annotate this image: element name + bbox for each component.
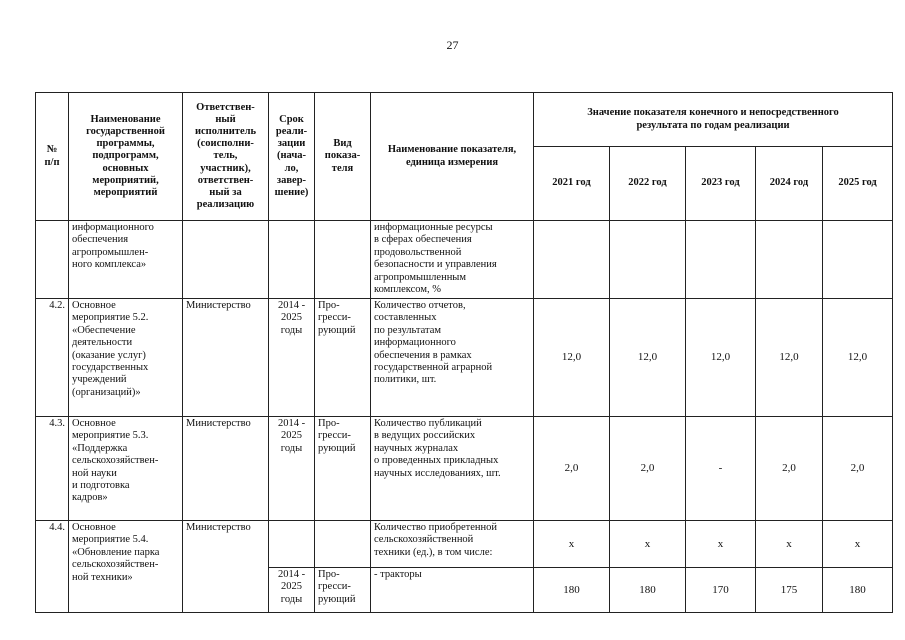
row-value [534, 221, 610, 299]
row-period: 2014 - 2025 годы [269, 568, 315, 613]
row-num: 4.2. [36, 299, 69, 417]
row-value: 12,0 [686, 299, 756, 417]
row-name: Основное мероприятие 5.3. «Поддержка сельскохозяйствен- ной науки и подготовка кадров» [69, 417, 183, 521]
header-values-group: Значение показателя конечного и непосредственного результата по годам реализации [534, 93, 893, 147]
row-value: 12,0 [823, 299, 893, 417]
header-name: Наименование государственной программы, подпрограмм, основных мероприятий, мероприятий [69, 93, 183, 221]
row-indicator: Количество отчетов, составленных по результатам информационного обеспечения в рамках государственной аграрной политики, шт. [371, 299, 534, 417]
row-indicator: информационные ресурсы в сферах обеспечения продовольственной безопасности и управления агропромышленным комплексом, % [371, 221, 534, 299]
header-num: № п/п [36, 93, 69, 221]
header-indicator: Наименование показателя, единица измерения [371, 93, 534, 221]
row-value: 180 [610, 568, 686, 613]
header-executor: Ответствен- ный исполнитель (соисполни- тель, участник), ответствен- ный за реализацию [183, 93, 269, 221]
header-period: Срок реали- зации (нача- ло, завер- шение) [269, 93, 315, 221]
row-value: - [686, 417, 756, 521]
row-period: 2014 - 2025 годы [269, 417, 315, 521]
page-number: 27 [446, 38, 459, 52]
row-value: 12,0 [534, 299, 610, 417]
row-type: Про- гресси- рующий [315, 417, 371, 521]
row-indicator: - тракторы [371, 568, 534, 613]
row-executor: Министерство [183, 521, 269, 613]
header-year: 2023 год [686, 147, 756, 221]
row-num [36, 221, 69, 299]
row-value [686, 221, 756, 299]
row-executor: Министерство [183, 299, 269, 417]
row-name: Основное мероприятие 5.2. «Обеспечение деятельности (оказание услуг) государственных учреждений (организаций)» [69, 299, 183, 417]
row-type [315, 521, 371, 568]
row-value: 2,0 [610, 417, 686, 521]
row-num: 4.3. [36, 417, 69, 521]
row-value [610, 221, 686, 299]
row-value: 2,0 [534, 417, 610, 521]
row-type [315, 221, 371, 299]
row-num: 4.4. [36, 521, 69, 613]
table-row [36, 221, 893, 299]
row-value: х [534, 521, 610, 568]
row-value: 2,0 [756, 417, 823, 521]
row-value [756, 221, 823, 299]
row-period [269, 521, 315, 568]
header-year: 2021 год [534, 147, 610, 221]
row-value: х [610, 521, 686, 568]
row-indicator: Количество публикаций в ведущих российских научных журналах о проведенных прикладных научных исследованиях, шт. [371, 417, 534, 521]
row-value: х [756, 521, 823, 568]
row-period [269, 221, 315, 299]
row-type: Про- гресси- рующий [315, 568, 371, 613]
row-value: 2,0 [823, 417, 893, 521]
row-value: х [823, 521, 893, 568]
indicators-table [35, 92, 893, 613]
row-executor [183, 221, 269, 299]
row-type: Про- гресси- рующий [315, 299, 371, 417]
table-row [36, 417, 893, 521]
row-value: 175 [756, 568, 823, 613]
row-value: 170 [686, 568, 756, 613]
header-year: 2025 год [823, 147, 893, 221]
header-year: 2022 год [610, 147, 686, 221]
row-period: 2014 - 2025 годы [269, 299, 315, 417]
row-indicator: Количество приобретенной сельскохозяйственной техники (ед.), в том числе: [371, 521, 534, 568]
row-value: х [686, 521, 756, 568]
header-year: 2024 год [756, 147, 823, 221]
row-value: 180 [823, 568, 893, 613]
row-value [823, 221, 893, 299]
table-row [36, 521, 893, 568]
row-value: 12,0 [610, 299, 686, 417]
table-row [36, 299, 893, 417]
row-value: 12,0 [756, 299, 823, 417]
header-row [36, 93, 893, 147]
row-executor: Министерство [183, 417, 269, 521]
header-type: Вид показа- теля [315, 93, 371, 221]
row-name: информационного обеспечения агропромышлен- ного комплекса» [69, 221, 183, 299]
row-value: 180 [534, 568, 610, 613]
row-name: Основное мероприятие 5.4. «Обновление парка сельскохозяйствен- ной техники» [69, 521, 183, 613]
